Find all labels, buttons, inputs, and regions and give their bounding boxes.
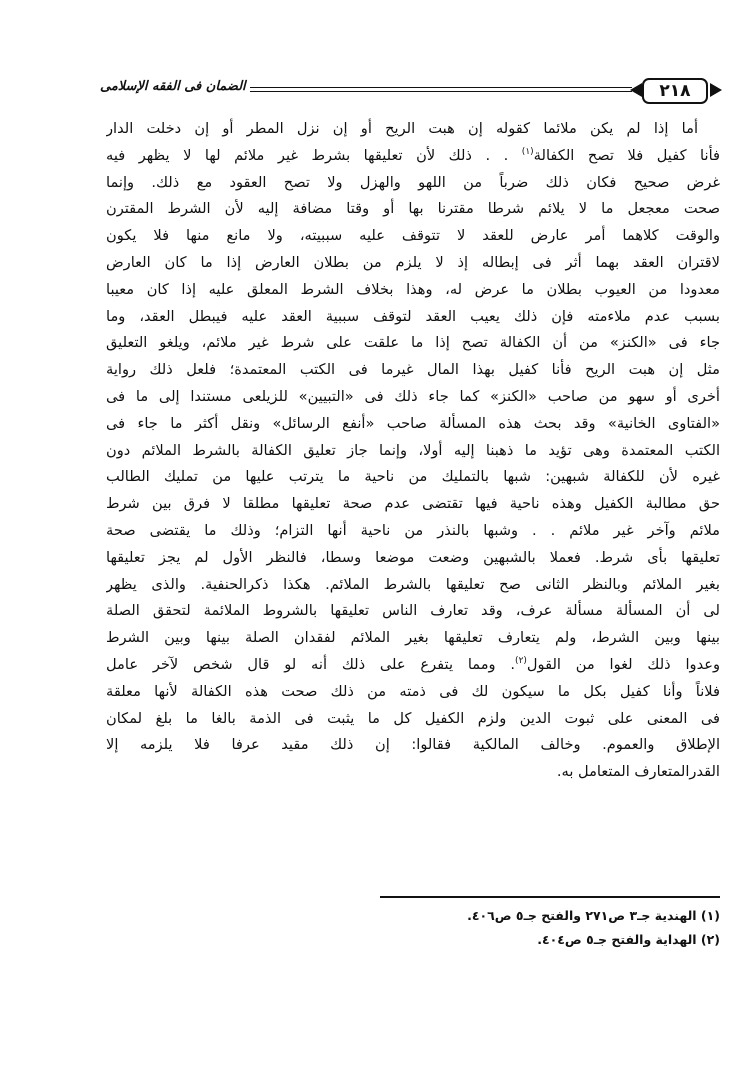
text-line: بسبب عدم ملاءمته فإن ذلك يعيب العقد لتوقف سببية العقد عليه فيبطل العقد، وما [106,307,720,325]
text-line: ملائم وآخر غير ملائم . . وشبها بالنذر من ناحية أنها التزام؛ وذلك ما يقتضى صحة [106,521,720,539]
text-line: بينها وبين الشرط، ولم يتعارف تعليقها بغير الملائم لفقدان الصلة بينها وبين الشرط [106,629,720,647]
body-text [106,116,720,786]
text-line: القدرالمتعارف المتعامل به. [556,763,720,781]
text-line: أخرى أو سهو من صاحب «الكنز» كما جاء ذلك فى «التبيين» للزيلعى مستندا إلى ما فى [106,387,720,405]
text-line: معدودا من العيوب بطلان ما عرض له، وهذا بخلاف الشرط المعلق عليه إذا كان معيبا [106,280,720,298]
text-line: لى أن المسألة مسألة عرف، وقد تعارف الناس تعليقها بالشروط الملائمة لتحقق الصلة [106,602,720,620]
text-line: غرض صحيح فكان ذلك ضرباً من اللهو والهزل ولا تصح العقود مع ذلك. وإنما [106,173,720,191]
text-line: «الفتاوى الخانية» وقد بحث هذه المسألة صاحب «أنفع الرسائل» ونقل أكثر ما جاء فى [106,414,720,432]
text-line: صحت معجعل ما لا يلائم شرطا مقترنا بها أو وقتا مضافة إليه لأن الشرط المقترن [106,200,720,218]
ornament-arrow-icon [710,83,722,97]
text-line: جاء فى «الكنز» من أن الكفالة تصح إذا ما علقت على شرط غير ملائم، ويلغو التعليق [106,334,720,352]
text-segment: . . ذلك لأن تعليقها بشرط غير ملائم لها لا يظهر فيه [106,146,522,164]
text-line: بغير الملائم وبالنظر الثانى صح تعليقها بالشرط الملائم. هكذا ذكرالحنفية. والذى يظهر [106,575,720,593]
running-header [100,76,722,104]
text-line: الكتب المعتمدة وهى تؤيد ما ذهبنا إليه أولا، وإنما جاز تعليق الكفالة بالشرط الملائم دون [106,441,720,459]
text-line: الإطلاق والعموم. وخالف المالكية فقالوا: إن ذلك مقيد عرفا فلا يلزمه إلا [106,736,720,754]
text-line: فلاناً وأنا كفيل بكل ما سيكون لك فى ذمته من ذلك صحت هذه الكفالة لأنها معلقة [106,682,720,700]
text-line: والوقت كلاهما أمر عارض للعقد لا تتوقف عليه سببيته، ولا مانع منها فلا يكون [106,227,720,245]
text-line [106,143,720,170]
text-line: مثل إن هبت الريح فأنا كفيل بهذا المال غيرما فى الكتب المعتمدة؛ فلعل ذلك رواية [106,361,720,379]
text-segment: . ومما يتفرع على ذلك أنه لو قال شخص لآخر عامل [106,655,516,673]
text-line: غيره لأن للكفالة شبهين: شبها بالتمليك من ناحية ما يترتب عليها من تمليك الطالب [106,468,720,486]
text-segment: وعدوا ذلك لغوا من القول [526,655,720,673]
footnote-1: (١) الهندية جـ٣ ص٢٧١ والفتح جـ٥ ص٤٠٦. [467,908,720,923]
text-line: فى المعنى على ثبوت الدين ولزم الكفيل كل ما يثبت فى الذمة بالغا ما بلغ لمكان [106,709,720,727]
text-line: لاقتران العقد بهما أثر فى إبطاله إذ لا يلزم من بطلان العارض إذا ما كان العارض [106,253,720,271]
page-number: ٢١٨ [642,78,708,104]
footnote-ref-2[interactable]: (٢) [515,656,527,667]
text-line: أما إذا لم يكن ملائما كقوله إن هبت الريح أو إن نزل المطر أو إن دخلت الدار [106,120,698,137]
text-line [106,652,720,679]
footnotes [300,904,720,952]
footnote-separator [380,896,720,898]
text-line: حق مطالبة الكفيل وهذه ناحية فيها تقتضى عدم صحة تعليقها مطلقا لا فرق بين شرط [106,495,720,513]
footnote-ref-1[interactable]: (١) [521,146,534,157]
header-double-rule [250,87,632,92]
text-line: تعليقها بأى شرط. فعملا بالشبهين وضعت موضعا وسطا، فالنظر الأول لم يجز تعليقها [106,548,720,566]
footnote-2: (٢) الهداية والفتح جـ٥ ص٤٠٤. [537,932,720,947]
book-title: الضمان فى الفقه الإسلامى [100,79,246,94]
text-segment: فأنا كفيل فلا تصح الكفالة [533,146,720,164]
